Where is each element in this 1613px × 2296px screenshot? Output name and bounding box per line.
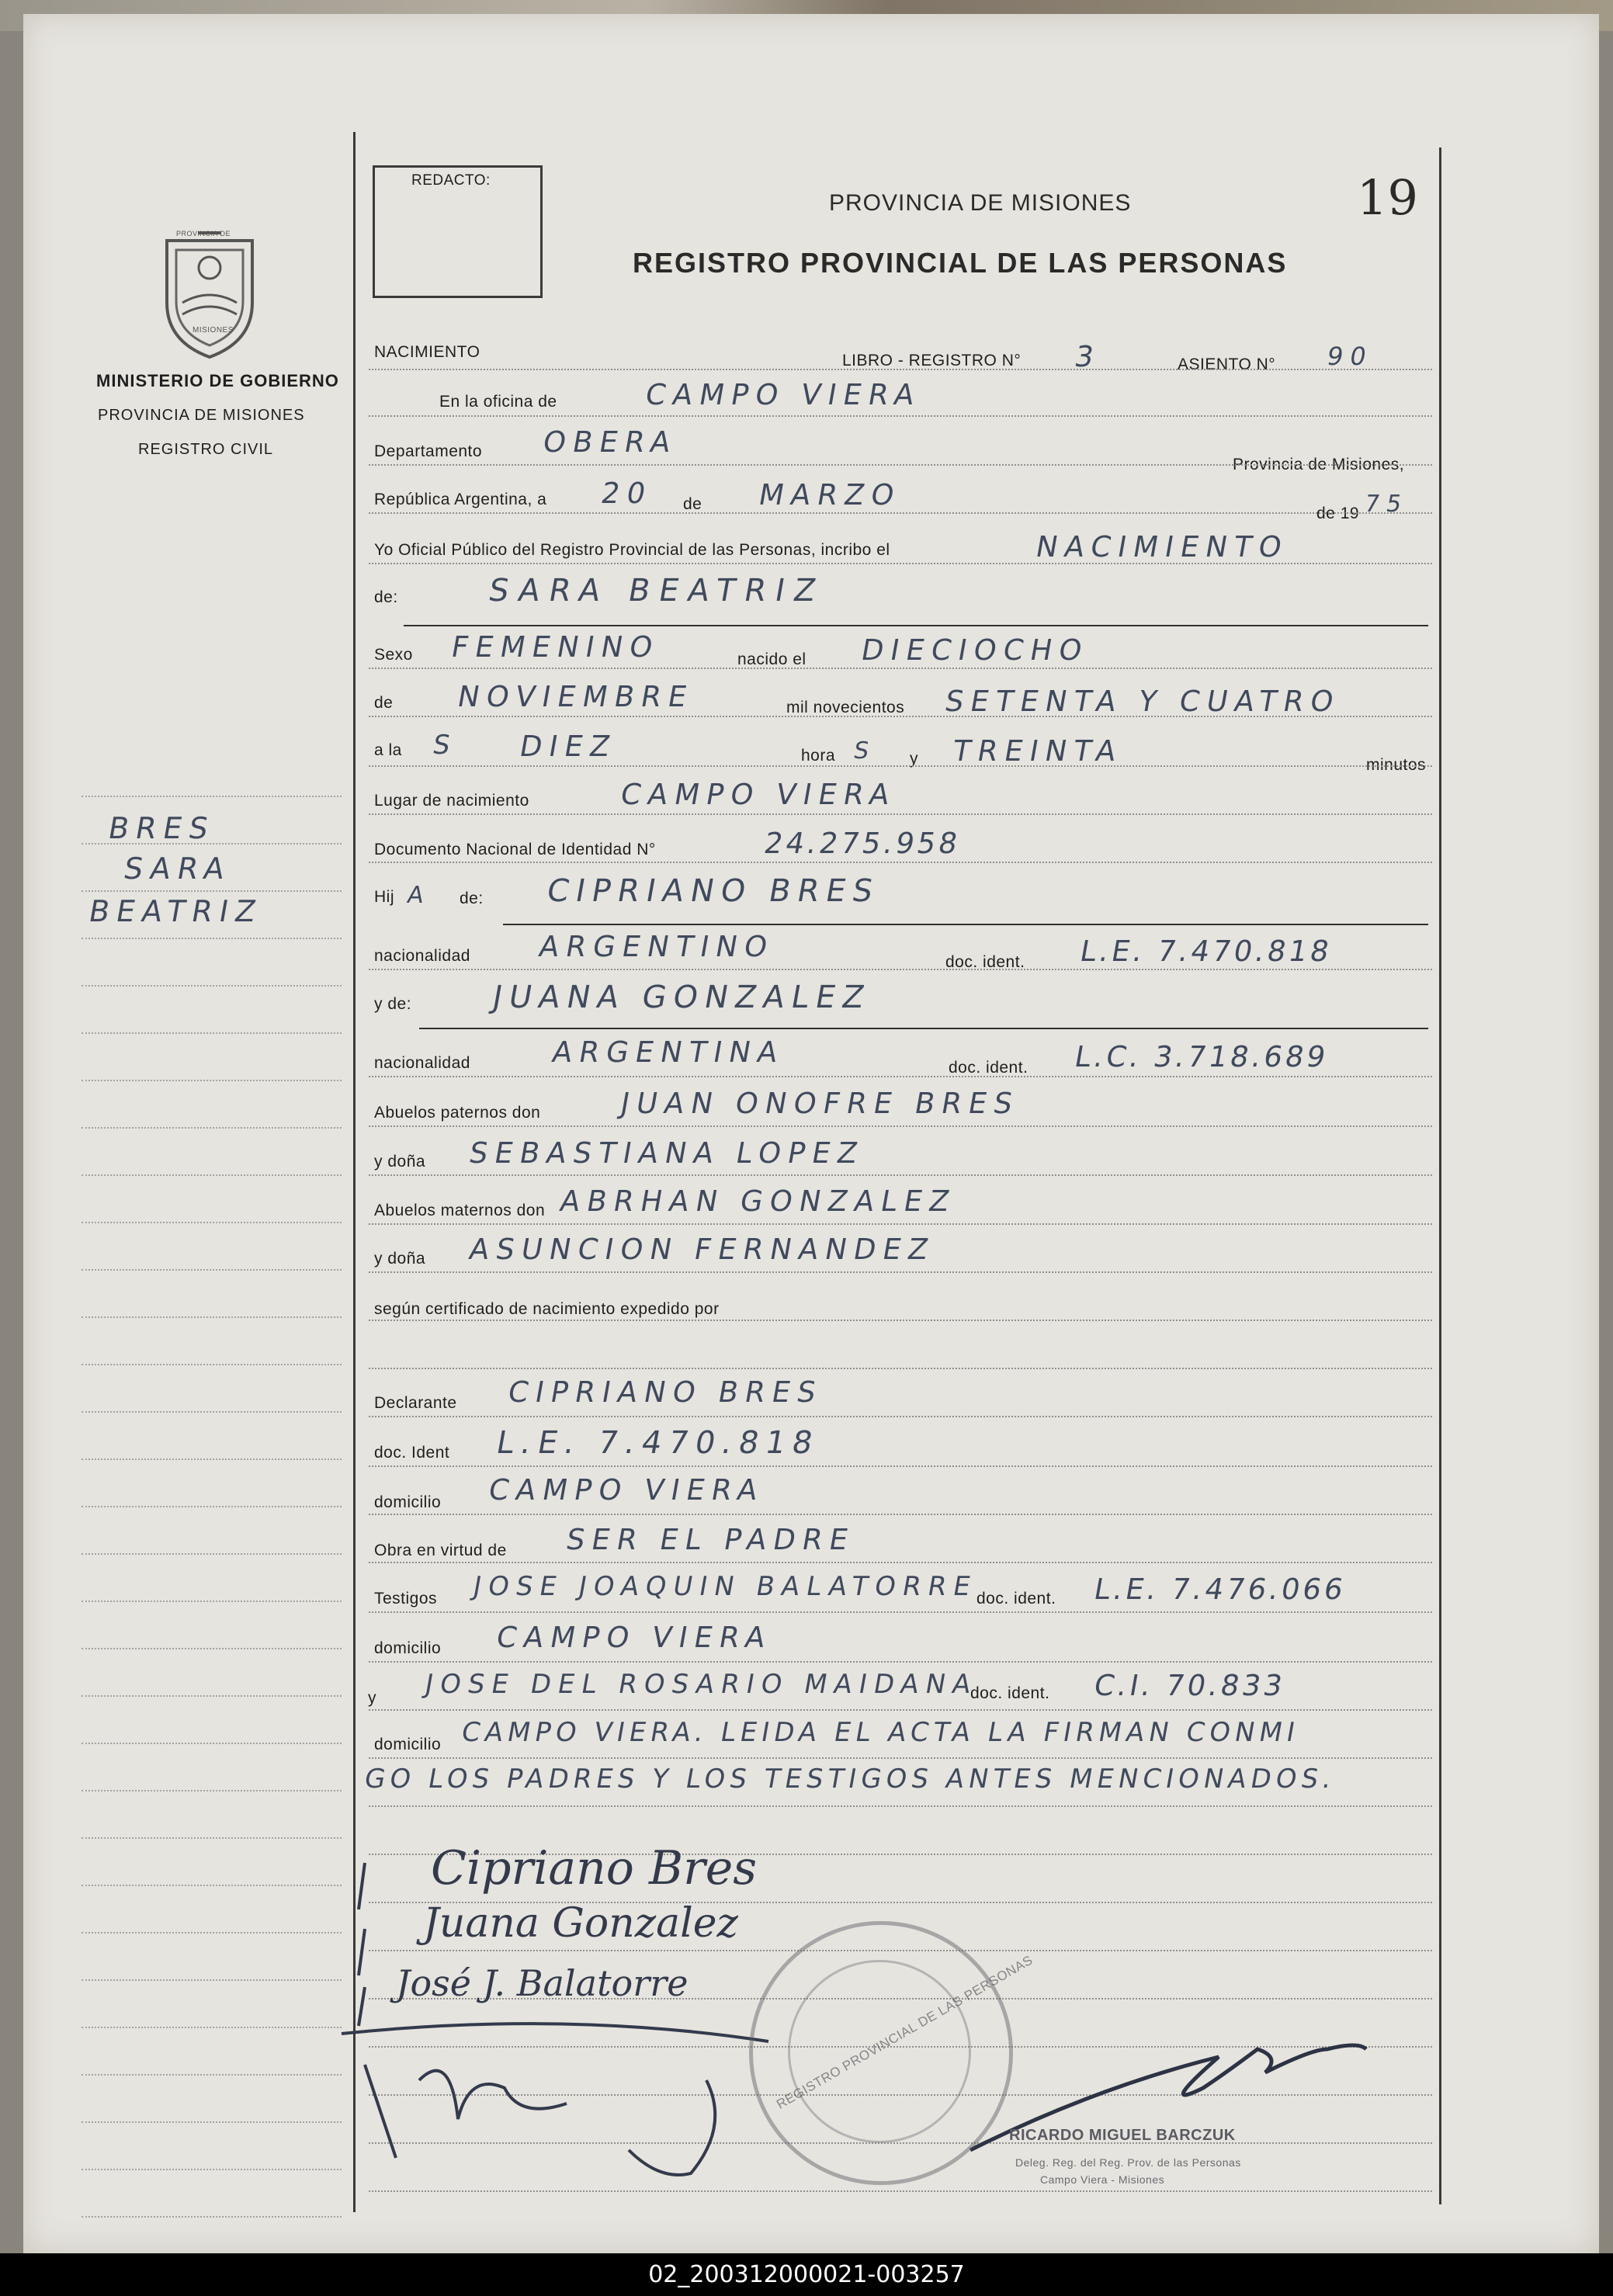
father-underline [503,924,1428,925]
form-ruled-line [369,1125,1432,1127]
domicilio-final-value: CAMPO VIERA. LEIDA EL ACTA LA FIRMAN CONMI [459,1717,1303,1748]
form-ruled-line [369,862,1432,863]
footer-filename: 02_200312000021-003257 [0,2253,1613,2296]
margin-note-surname: BRES [106,811,218,845]
anio-label: de 19 [1316,505,1360,522]
abuelo-pat-value: JUAN ONOFRE BRES [618,1087,1022,1120]
seal-bottom-text: MISIONES [193,326,234,335]
hora-label: hora [801,747,836,765]
form-ruled-line [369,668,1432,669]
signature-father: Cipriano Bres [431,1841,758,1895]
padre-nacionalidad-label: nacionalidad [374,947,470,965]
form-ruled-line [369,1271,1432,1273]
margin-ruled-line [82,1885,342,1886]
testigo2-value: JOSE DEL ROSARIO MAIDANA [422,1669,980,1700]
margin-ruled-line [82,2121,342,2123]
closing-value: GO LOS PADRES Y LOS TESTIGOS ANTES MENCIONADOS. [362,1764,1339,1795]
padre-nac-value: ARGENTINO [536,930,777,963]
y-de-label: y de: [374,995,412,1013]
declarante-domicilio-label: domicilio [374,1493,442,1511]
page-title: REGISTRO PROVINCIAL DE LAS PERSONAS [633,247,1288,279]
testigo2-doc-label: doc. ident. [970,1684,1050,1702]
abuelo-mat-value: ABRHAN GONZALEZ [557,1184,959,1218]
anio-value: 75 [1362,491,1411,518]
margin-ruled-line [82,1458,342,1460]
ministry-registry: REGISTRO CIVIL [138,441,274,458]
y-dona-mat-label: y doña [374,1250,426,1268]
margin-ruled-line [82,1979,342,1981]
dia-value: 20 [598,477,655,510]
margin-ruled-line [82,1316,342,1318]
minutos-value: TREINTA [950,734,1126,768]
oficina-label: En la oficina de [439,393,557,411]
lugar-value: CAMPO VIERA [618,778,900,811]
libro-label: LIBRO - REGISTRO N° [842,352,1022,369]
oficial-label: Yo Oficial Público del Registro Provincial de las Personas, incribo el [374,541,890,559]
mil-label: mil novecientos [786,699,905,716]
padre-doc-label: doc. ident. [945,953,1025,971]
margin-ruled-line [82,1222,342,1223]
margin-note-first-name: SARA [121,851,234,886]
sexo-value: FEMENINO [449,630,663,664]
signature-witness: José J. Balatorre [396,1962,689,2004]
de-nombre-label: de: [374,588,398,606]
hora-suffix: S [851,737,879,765]
testigo2-doc-value: C.I. 70.833 [1091,1669,1289,1702]
declarante-doc-value: L.E. 7.470.818 [493,1425,823,1461]
nacimiento-label: NACIMIENTO [374,343,480,361]
form-ruled-line [369,1223,1432,1225]
margin-ruled-line [82,796,342,797]
padre-value: CIPRIANO BRES [543,873,883,909]
madre-doc-label: doc. ident. [949,1059,1029,1077]
testigo1-dom-value: CAMPO VIERA [494,1621,775,1654]
abuela-mat-value: ASUNCION FERNANDEZ [467,1233,938,1266]
hij-de-label: de: [460,890,484,907]
declarante-dom-value: CAMPO VIERA [486,1473,768,1507]
y-label: y [910,750,918,768]
padre-doc-value: L.E. 7.470.818 [1077,935,1335,968]
nacido-mes-value: NOVIEMBRE [455,680,696,713]
testigo1-doc-value: L.E. 7.476.066 [1091,1573,1349,1606]
sexo-label: Sexo [374,646,413,664]
form-ruled-line [369,512,1432,514]
margin-ruled-line [82,2216,342,2218]
form-ruled-line [369,1562,1432,1563]
dni-value: 24.275.958 [761,827,963,860]
final-domicilio-label: domicilio [374,1736,442,1753]
margin-ruled-line [82,1932,342,1934]
form-ruled-line [369,415,1432,417]
lugar-label: Lugar de nacimiento [374,792,529,810]
republica-label: República Argentina, a [374,491,547,508]
seal-top-text: PROVINCIA DE [176,230,231,238]
official-stamp-text: REGISTRO PROVINCIAL DE LAS PERSONAS [774,1952,1035,2112]
officer-name: RICARDO MIGUEL BARCZUK [1009,2127,1236,2144]
form-ruled-line [369,765,1432,767]
margin-ruled-line [82,938,342,939]
form-ruled-line [369,369,1432,370]
certificado-label: según certificado de nacimiento expedido por [374,1300,720,1318]
oficina-value: CAMPO VIERA [643,378,924,411]
signature-mother: Juana Gonzalez [423,1900,738,1947]
margin-note-middle-name: BEATRIZ [86,894,265,928]
margin-ruled-line [82,985,342,987]
form-ruled-line [369,1514,1432,1515]
form-ruled-line [369,1174,1432,1176]
margin-ruled-line [82,1743,342,1744]
officer-title: Deleg. Reg. del Reg. Prov. de las Personas [1015,2156,1241,2169]
ministry-name: MINISTERIO DE GOBIERNO [96,371,339,390]
redacto-label: REDACTO: [411,172,491,189]
nacido-anio-value: SETENTA Y CUATRO [942,685,1344,718]
form-ruled-line [369,969,1432,970]
libro-value: 3 [1072,340,1104,373]
madre-value: JUANA GONZALEZ [489,980,874,1015]
asiento-value: 90 [1324,342,1376,371]
margin-ruled-line [82,1790,342,1791]
margin-ruled-line [82,1506,342,1507]
provincia-label: Provincia de Misiones, [1233,456,1405,473]
margin-ruled-line [82,1648,342,1649]
nacido-dia-value: DIECIOCHO [859,633,1092,667]
departamento-value: OBERA [540,425,681,459]
testigo2-y-label: y [368,1689,376,1707]
form-ruled-line [369,1805,1432,1807]
form-ruled-line [369,1320,1432,1321]
margin-ruled-line [82,1127,342,1129]
margin-ruled-line [82,1411,342,1413]
margin-ruled-line [82,1364,342,1365]
margin-ruled-line [82,1837,342,1839]
de-label: de [683,495,702,513]
margin-ruled-line [82,1174,342,1176]
margin-ruled-line [82,890,342,892]
testigo1-doc-label: doc. ident. [976,1590,1056,1608]
nacido-label: nacido el [737,650,806,668]
name-underline [404,625,1428,626]
officer-place: Campo Viera - Misiones [1040,2173,1165,2186]
form-ruled-line [369,1661,1432,1663]
testigo1-domicilio-label: domicilio [374,1639,442,1657]
abuela-pat-value: SEBASTIANA LOPEZ [467,1136,867,1170]
declarante-label: Declarante [374,1394,457,1412]
declarante-doc-label: doc. Ident [374,1444,450,1462]
hij-label: Hij [374,888,394,906]
dni-label: Documento Nacional de Identidad N° [374,841,656,858]
de-mes-label: de [374,694,394,712]
margin-ruled-line [82,1080,342,1081]
form-ruled-line [369,1465,1432,1467]
form-ruled-line [369,1368,1432,1369]
mes-value: MARZO [756,478,904,512]
obra-label: Obra en virtud de [374,1542,507,1559]
y-dona-pat-label: y doña [374,1153,426,1171]
testigos-label: Testigos [374,1590,438,1608]
margin-ruled-line [82,1695,342,1697]
abuelos-mat-label: Abuelos maternos don [374,1202,546,1219]
form-ruled-line [369,1709,1432,1711]
abuelos-pat-label: Abuelos paternos don [374,1104,541,1122]
madre-nacionalidad-label: nacionalidad [374,1054,470,1072]
coat-of-arms-seal [151,225,268,361]
acto-value: NACIMIENTO [1033,530,1292,564]
asiento-label: ASIENTO N° [1178,355,1276,373]
a-la-suffix: S [430,730,460,761]
margin-ruled-line [82,1553,342,1555]
margin-ruled-line [82,2074,342,2076]
form-ruled-line [369,1416,1432,1417]
declarante-value: CIPRIANO BRES [505,1375,826,1409]
madre-doc-value: L.C. 3.718.689 [1072,1040,1331,1073]
margin-ruled-line [82,1032,342,1034]
margin-ruled-line [82,2169,342,2170]
a-la-label: a la [374,741,402,759]
form-ruled-line [369,1611,1432,1613]
form-ruled-line [369,464,1432,466]
testigo1-value: JOSE JOAQUIN BALATORRE [470,1571,980,1602]
margin-ruled-line [82,1601,342,1602]
mother-underline [419,1028,1428,1029]
departamento-label: Departamento [374,442,483,460]
obra-value: SER EL PADRE [564,1523,858,1556]
page-number: 19 [1357,169,1418,226]
margin-ruled-line [82,1269,342,1271]
margin-ruled-line [82,2027,342,2028]
madre-nac-value: ARGENTINA [550,1035,788,1069]
header-province: PROVINCIA DE MISIONES [829,190,1132,216]
hij-suffix: A [404,882,433,909]
form-ruled-line [369,1757,1432,1759]
ministry-province: PROVINCIA DE MISIONES [98,407,305,424]
nombre-value: SARA BEATRIZ [485,573,828,609]
hora-value: DIEZ [517,730,619,763]
minutos-label: minutos [1366,756,1427,774]
form-ruled-line [369,813,1432,815]
form-ruled-line [369,1076,1432,1077]
